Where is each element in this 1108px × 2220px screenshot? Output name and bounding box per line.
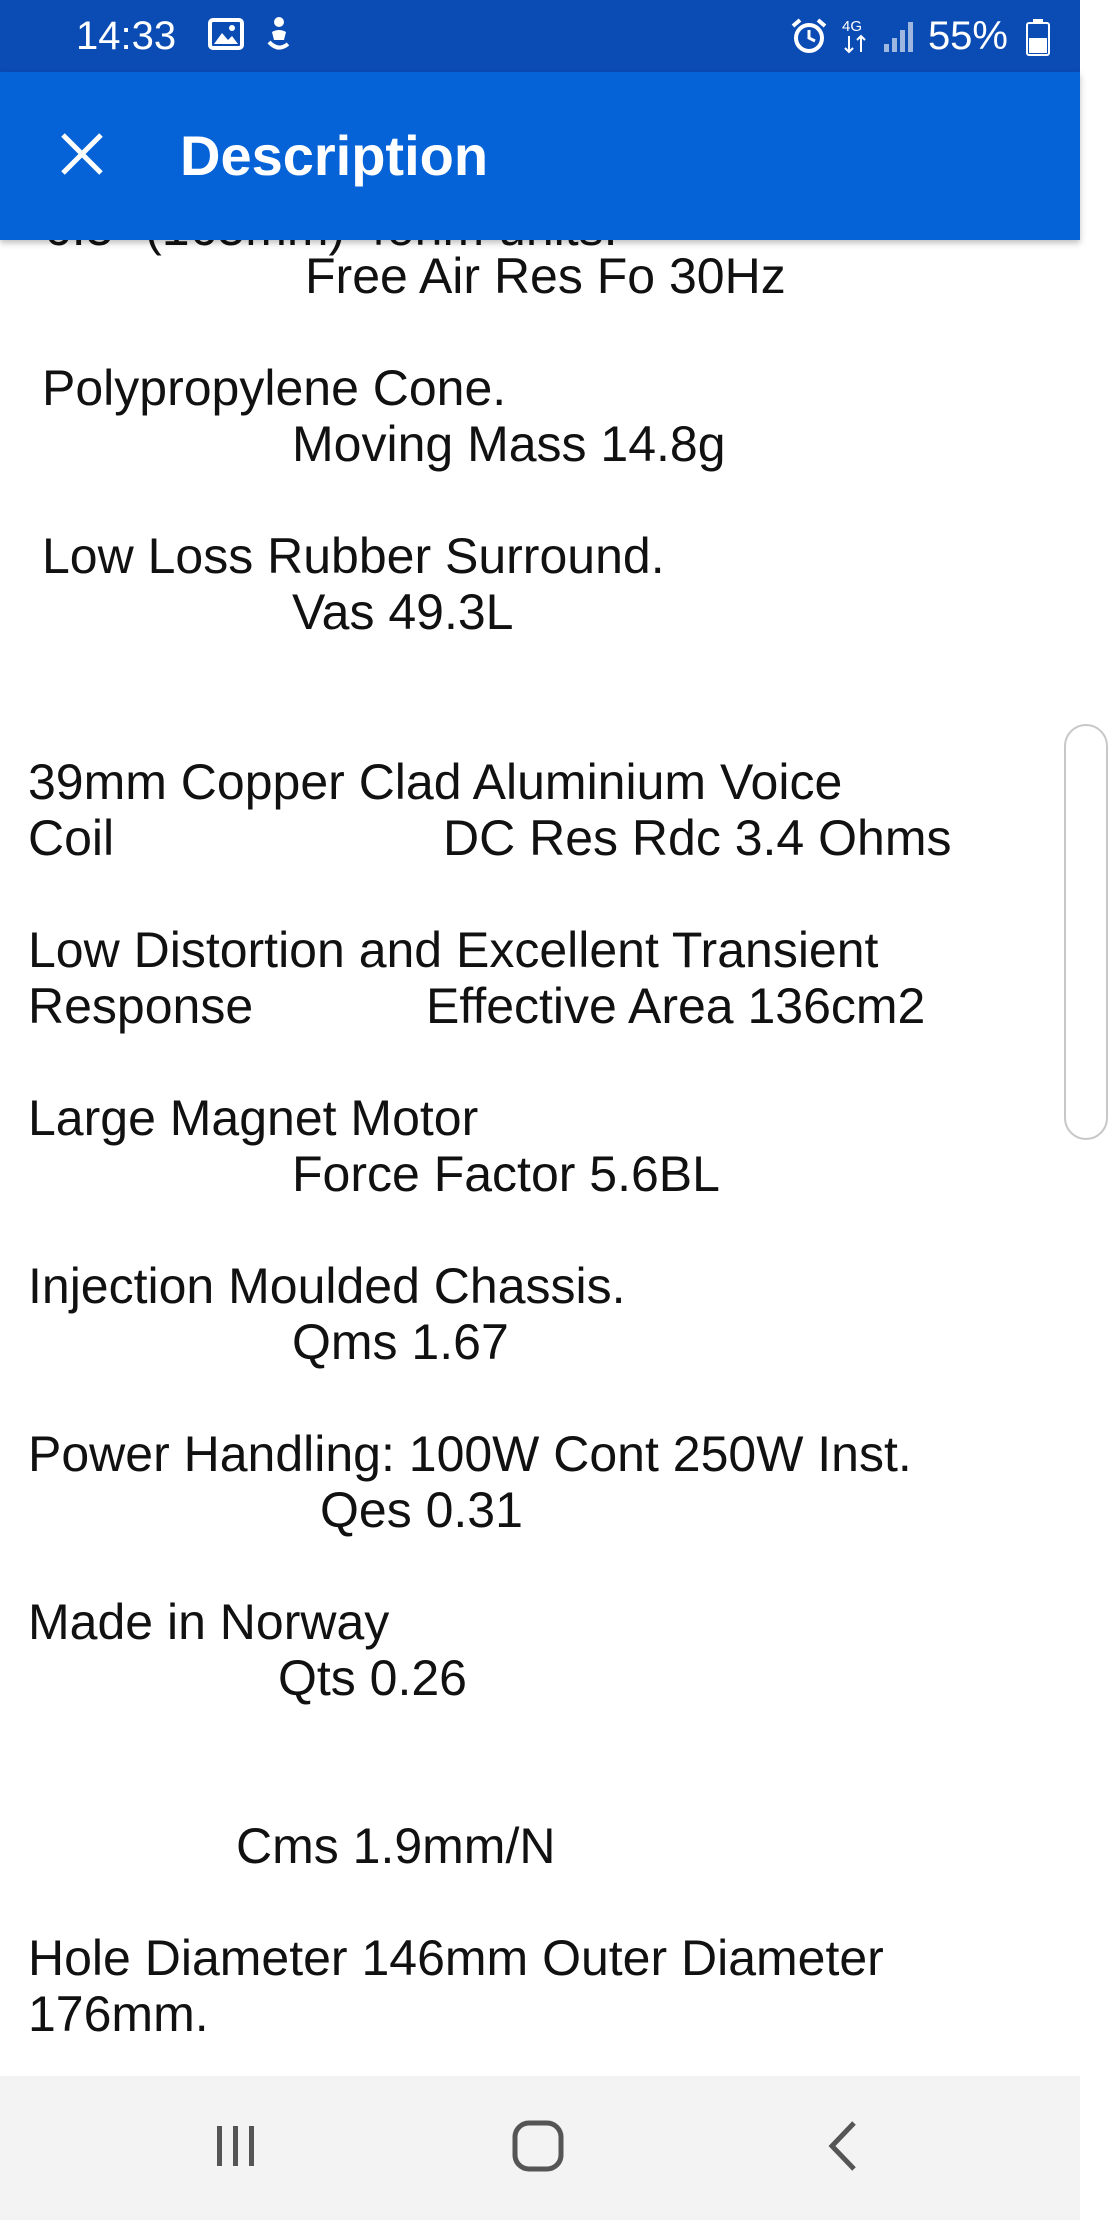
description-line: 176mm. (28, 1986, 209, 2042)
description-line: Vas 49.3L (292, 584, 514, 640)
network-4g-label: 4G (841, 18, 862, 35)
status-system-icons (790, 12, 1008, 60)
accessibility-icon (262, 16, 294, 52)
app-bar (0, 72, 1080, 240)
scroll-handle[interactable] (1064, 724, 1108, 1140)
description-line: Qts 0.26 (278, 1650, 467, 1706)
back-button[interactable] (806, 2112, 878, 2184)
description-line: Free Air Res Fo 30Hz (305, 248, 786, 304)
navigation-bar (0, 2076, 1080, 2220)
description-line: Response (28, 978, 254, 1034)
status-time: 14:33 (76, 14, 177, 58)
description-line: Polypropylene Cone. (42, 360, 507, 416)
status-notification-icons (208, 16, 294, 52)
description-line: Made in Norway (28, 1594, 390, 1650)
signal-icon (882, 20, 916, 52)
page-title: Description (180, 124, 489, 187)
description-line: Force Factor 5.6BL (292, 1146, 720, 1202)
description-line: Moving Mass 14.8g (292, 416, 726, 472)
recent-apps-button[interactable] (200, 2112, 272, 2184)
home-icon (511, 2119, 565, 2178)
description-line: Qes 0.31 (320, 1482, 523, 1538)
battery-icon (1026, 18, 1050, 56)
description-line: Low Loss Rubber Surround. (42, 528, 665, 584)
status-bar (0, 0, 1080, 72)
description-line: Power Handling: 100W Cont 250W Inst. (28, 1426, 912, 1482)
close-button[interactable] (40, 114, 124, 198)
description-content[interactable] (0, 240, 1080, 2076)
description-line: Hole Diameter 146mm Outer Diameter (28, 1930, 884, 1986)
gallery-icon (208, 18, 244, 50)
description-line: Coil (28, 810, 115, 866)
description-line: Effective Area 136cm2 (426, 978, 926, 1034)
network-4g-icon (840, 16, 870, 56)
battery-percent: 55% (927, 14, 1008, 58)
description-line: Qms 1.67 (292, 1314, 509, 1370)
description-line: Cms 1.9mm/N (236, 1818, 556, 1874)
description-line: 39mm Copper Clad Aluminium Voice (28, 754, 843, 810)
description-line: Injection Moulded Chassis. (28, 1258, 626, 1314)
home-button[interactable] (502, 2112, 574, 2184)
alarm-icon (790, 17, 828, 55)
description-line: Low Distortion and Excellent Transient (28, 922, 879, 978)
back-icon (822, 2119, 862, 2178)
description-line: Large Magnet Motor (28, 1090, 479, 1146)
description-line: DC Res Rdc 3.4 Ohms (443, 810, 952, 866)
close-icon (59, 131, 105, 182)
recent-apps-icon (211, 2123, 261, 2174)
